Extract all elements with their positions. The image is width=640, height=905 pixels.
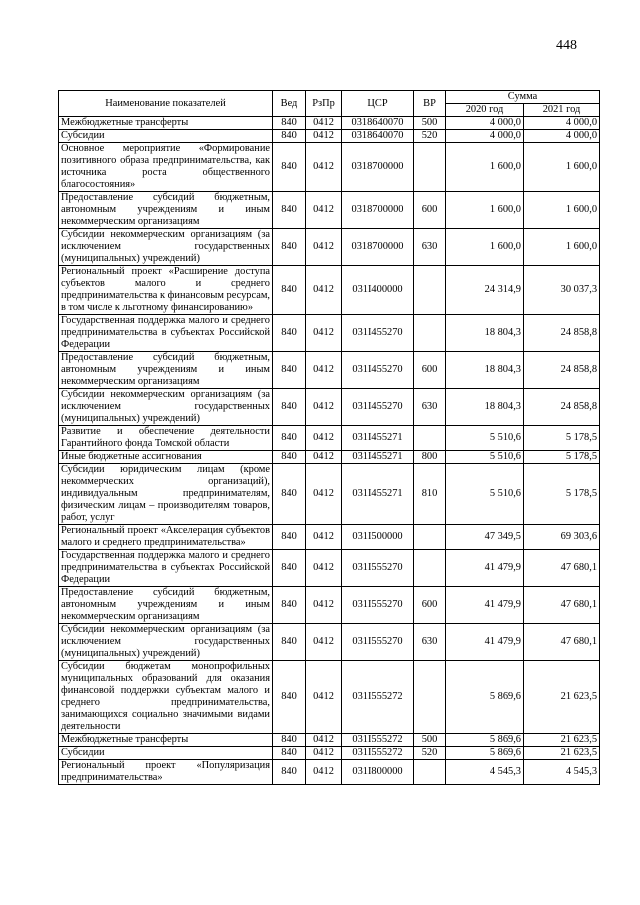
row-ved: 840: [273, 624, 306, 661]
row-sum-2021: 5 178,5: [524, 426, 600, 451]
row-rzpr: 0412: [306, 117, 342, 130]
row-sum-2020: 5 869,6: [446, 747, 524, 760]
row-sum-2021: 1 600,0: [524, 143, 600, 192]
row-ved: 840: [273, 266, 306, 315]
header-sum: Сумма: [446, 91, 600, 104]
row-sum-2020: 18 804,3: [446, 352, 524, 389]
row-name: Предоставление субсидий бюджетным, автономным учреждениям и иным некоммерческим организациям: [59, 587, 273, 624]
table-row: [59, 192, 600, 229]
row-name: Межбюджетные трансферты: [59, 734, 273, 747]
row-csr: 031I400000: [342, 266, 414, 315]
row-sum-2021: 24 858,8: [524, 389, 600, 426]
row-rzpr: 0412: [306, 426, 342, 451]
row-name: Региональный проект «Расширение доступа субъектов малого и среднего предпринимательства к финансовым ресурсам, в том числе к льготному финансированию»: [59, 266, 273, 315]
row-ved: 840: [273, 426, 306, 451]
row-csr: 031I455270: [342, 389, 414, 426]
row-vr: [414, 661, 446, 734]
row-vr: [414, 143, 446, 192]
row-name: Региональный проект «Акселерация субъектов малого и среднего предпринимательства»: [59, 525, 273, 550]
row-csr: 031I455271: [342, 451, 414, 464]
row-vr: [414, 525, 446, 550]
row-rzpr: 0412: [306, 734, 342, 747]
header-rzpr: РзПр: [306, 91, 342, 117]
row-sum-2020: 41 479,9: [446, 624, 524, 661]
row-sum-2021: 21 623,5: [524, 661, 600, 734]
row-rzpr: 0412: [306, 451, 342, 464]
row-sum-2021: 47 680,1: [524, 587, 600, 624]
row-sum-2020: 4 000,0: [446, 130, 524, 143]
budget-table: [58, 90, 600, 785]
row-rzpr: 0412: [306, 525, 342, 550]
row-rzpr: 0412: [306, 747, 342, 760]
row-name: Развитие и обеспечение деятельности Гарантийного фонда Томской области: [59, 426, 273, 451]
row-csr: 0318700000: [342, 143, 414, 192]
row-sum-2021: 4 000,0: [524, 117, 600, 130]
table-body: [59, 117, 600, 785]
row-sum-2020: 1 600,0: [446, 143, 524, 192]
row-sum-2020: 24 314,9: [446, 266, 524, 315]
row-csr: 0318700000: [342, 229, 414, 266]
row-ved: 840: [273, 587, 306, 624]
row-rzpr: 0412: [306, 389, 342, 426]
row-name: Иные бюджетные ассигнования: [59, 451, 273, 464]
row-sum-2020: 5 869,6: [446, 734, 524, 747]
row-vr: 630: [414, 624, 446, 661]
row-sum-2020: 4 000,0: [446, 117, 524, 130]
table-row: [59, 734, 600, 747]
row-vr: 520: [414, 130, 446, 143]
row-sum-2021: 4 545,3: [524, 760, 600, 785]
header-year-2021: 2021 год: [524, 104, 600, 117]
row-vr: [414, 426, 446, 451]
table-row: [59, 760, 600, 785]
table-row: [59, 464, 600, 525]
row-csr: 0318700000: [342, 192, 414, 229]
row-sum-2021: 5 178,5: [524, 464, 600, 525]
table-row: [59, 117, 600, 130]
table-row: [59, 550, 600, 587]
table-row: [59, 143, 600, 192]
row-sum-2020: 18 804,3: [446, 389, 524, 426]
row-sum-2021: 5 178,5: [524, 451, 600, 464]
row-csr: 031I555272: [342, 747, 414, 760]
row-ved: 840: [273, 661, 306, 734]
row-vr: 500: [414, 117, 446, 130]
table-row: [59, 747, 600, 760]
row-name: Субсидии некоммерческим организациям (за исключением государственных (муниципальных) учреждений): [59, 389, 273, 426]
header-vr: ВР: [414, 91, 446, 117]
row-csr: 0318640070: [342, 117, 414, 130]
row-sum-2020: 5 869,6: [446, 661, 524, 734]
row-csr: 031I555270: [342, 550, 414, 587]
row-sum-2020: 47 349,5: [446, 525, 524, 550]
row-vr: 600: [414, 352, 446, 389]
row-name: Межбюджетные трансферты: [59, 117, 273, 130]
row-rzpr: 0412: [306, 661, 342, 734]
row-rzpr: 0412: [306, 352, 342, 389]
row-ved: 840: [273, 117, 306, 130]
row-vr: [414, 315, 446, 352]
row-csr: 031I800000: [342, 760, 414, 785]
row-rzpr: 0412: [306, 550, 342, 587]
row-rzpr: 0412: [306, 130, 342, 143]
row-ved: 840: [273, 525, 306, 550]
row-sum-2021: 24 858,8: [524, 352, 600, 389]
row-ved: 840: [273, 130, 306, 143]
row-ved: 840: [273, 747, 306, 760]
row-sum-2020: 5 510,6: [446, 464, 524, 525]
header-name: Наименование показателей: [59, 91, 273, 117]
row-sum-2020: 18 804,3: [446, 315, 524, 352]
row-name: Субсидии бюджетам монопрофильных муниципальных образований для оказания финансовой поддержки субъектам малого и среднего предпринимательства, занимающихся социально значимыми видами деятельности: [59, 661, 273, 734]
row-sum-2021: 69 303,6: [524, 525, 600, 550]
row-csr: 031I555270: [342, 587, 414, 624]
header-ved: Вед: [273, 91, 306, 117]
row-sum-2020: 5 510,6: [446, 451, 524, 464]
row-name: Субсидии: [59, 130, 273, 143]
header-year-2020: 2020 год: [446, 104, 524, 117]
row-rzpr: 0412: [306, 143, 342, 192]
row-name: Субсидии некоммерческим организациям (за исключением государственных (муниципальных) учреждений): [59, 624, 273, 661]
table-row: [59, 587, 600, 624]
row-sum-2021: 21 623,5: [524, 747, 600, 760]
table-row: [59, 525, 600, 550]
row-sum-2021: 47 680,1: [524, 550, 600, 587]
row-csr: 031I455271: [342, 426, 414, 451]
row-name: Предоставление субсидий бюджетным, автономным учреждениям и иным некоммерческим организациям: [59, 192, 273, 229]
row-sum-2021: 47 680,1: [524, 624, 600, 661]
table-row: [59, 451, 600, 464]
row-sum-2021: 24 858,8: [524, 315, 600, 352]
row-sum-2021: 21 623,5: [524, 734, 600, 747]
row-sum-2021: 1 600,0: [524, 229, 600, 266]
row-name: Предоставление субсидий бюджетным, автономным учреждениям и иным некоммерческим организациям: [59, 352, 273, 389]
row-vr: 600: [414, 192, 446, 229]
row-name: Государственная поддержка малого и среднего предпринимательства в субъектах Российской Федерации: [59, 550, 273, 587]
row-vr: 600: [414, 587, 446, 624]
row-csr: 031I455270: [342, 315, 414, 352]
row-sum-2021: 1 600,0: [524, 192, 600, 229]
row-vr: 810: [414, 464, 446, 525]
row-vr: 800: [414, 451, 446, 464]
row-vr: 520: [414, 747, 446, 760]
row-rzpr: 0412: [306, 624, 342, 661]
row-sum-2021: 4 000,0: [524, 130, 600, 143]
row-sum-2020: 5 510,6: [446, 426, 524, 451]
row-rzpr: 0412: [306, 587, 342, 624]
row-ved: 840: [273, 734, 306, 747]
row-rzpr: 0412: [306, 192, 342, 229]
row-sum-2020: 4 545,3: [446, 760, 524, 785]
row-csr: 031I555270: [342, 624, 414, 661]
row-ved: 840: [273, 760, 306, 785]
header-csr: ЦСР: [342, 91, 414, 117]
row-ved: 840: [273, 315, 306, 352]
row-csr: 031I500000: [342, 525, 414, 550]
row-name: Региональный проект «Популяризация предпринимательства»: [59, 760, 273, 785]
table-row: [59, 130, 600, 143]
row-sum-2020: 1 600,0: [446, 192, 524, 229]
row-name: Субсидии некоммерческим организациям (за исключением государственных (муниципальных) учреждений): [59, 229, 273, 266]
page-number: 448: [556, 38, 577, 53]
table-row: [59, 315, 600, 352]
row-vr: [414, 760, 446, 785]
row-ved: 840: [273, 464, 306, 525]
row-rzpr: 0412: [306, 760, 342, 785]
row-ved: 840: [273, 389, 306, 426]
row-ved: 840: [273, 352, 306, 389]
row-name: Субсидии: [59, 747, 273, 760]
row-vr: [414, 550, 446, 587]
table-row: [59, 229, 600, 266]
row-ved: 840: [273, 143, 306, 192]
row-sum-2020: 41 479,9: [446, 550, 524, 587]
row-vr: [414, 266, 446, 315]
table-row: [59, 266, 600, 315]
row-vr: 630: [414, 389, 446, 426]
table-row: [59, 352, 600, 389]
row-rzpr: 0412: [306, 229, 342, 266]
row-ved: 840: [273, 192, 306, 229]
row-csr: 031I455271: [342, 464, 414, 525]
row-vr: 630: [414, 229, 446, 266]
row-ved: 840: [273, 451, 306, 464]
table-row: [59, 389, 600, 426]
row-ved: 840: [273, 550, 306, 587]
row-csr: 031I555272: [342, 661, 414, 734]
row-sum-2021: 30 037,3: [524, 266, 600, 315]
row-ved: 840: [273, 229, 306, 266]
row-rzpr: 0412: [306, 315, 342, 352]
row-csr: 031I555272: [342, 734, 414, 747]
row-vr: 500: [414, 734, 446, 747]
table-row: [59, 661, 600, 734]
row-name: Государственная поддержка малого и среднего предпринимательства в субъектах Российской Федерации: [59, 315, 273, 352]
table-row: [59, 624, 600, 661]
row-rzpr: 0412: [306, 266, 342, 315]
row-rzpr: 0412: [306, 464, 342, 525]
row-sum-2020: 41 479,9: [446, 587, 524, 624]
row-csr: 031I455270: [342, 352, 414, 389]
row-sum-2020: 1 600,0: [446, 229, 524, 266]
row-name: Основное мероприятие «Формирование позитивного образа предпринимательства, как источника роста общественного благосостояния»: [59, 143, 273, 192]
row-name: Субсидии юридическим лицам (кроме некоммерческих организаций), индивидуальным предпринимателям, физическим лицам – производителям товаров, работ, услуг: [59, 464, 273, 525]
table-row: [59, 426, 600, 451]
row-csr: 0318640070: [342, 130, 414, 143]
